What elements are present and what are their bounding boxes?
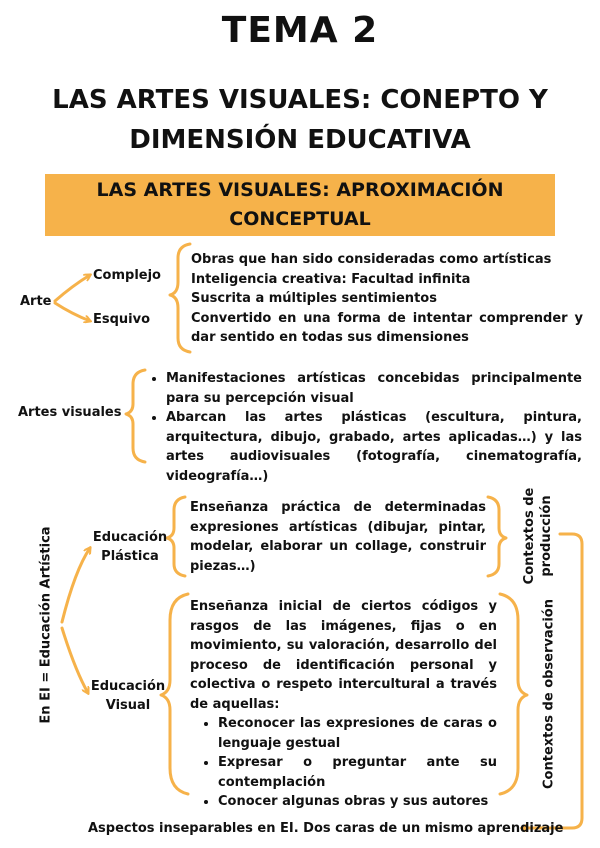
visual-description [190, 597, 497, 812]
list-item: • Manifestaciones artísticas concebidas principalmente para su percepción visual [166, 369, 582, 408]
educacion-plastica-label [90, 528, 170, 566]
contextos-produccion-label [521, 488, 555, 585]
arte-description [191, 250, 583, 348]
section-heading-line-1: LAS ARTES VISUALES: APROXIMACIÓN [96, 179, 504, 201]
topic-number: TEMA 2 [221, 10, 379, 51]
arte-line: Suscrita a múltiples sentimientos [191, 291, 437, 306]
section-heading-line-2: CONCEPTUAL [229, 208, 371, 230]
visual-brace-right [500, 594, 527, 794]
contextos-produccion-line-1: Contextos de [522, 487, 537, 585]
artes-visuales-list [148, 369, 582, 486]
list-item: • Abarcan las artes plásticas (escultura, pintura, arquitectura, dibujo, grabado, artes aplicadas…) y las artes audiovisuales (fotografía, cinematografía, videografía…) [166, 408, 582, 486]
page-title-line-1: LAS ARTES VISUALES: CONEPTO Y [52, 85, 548, 115]
esquivo-label: Esquivo [93, 312, 151, 327]
educacion-plastica-label-line-1: Educación [92, 530, 168, 545]
artes-visuales-brace [126, 370, 145, 462]
list-item: • Reconocer las expresiones de caras o lenguaje gestual [218, 714, 497, 753]
artes-visuales-label: Artes visuales [18, 405, 122, 420]
educacion-plastica-label-line-2: Plástica [101, 549, 159, 564]
contextos-observacion-label: Contextos de observación [541, 599, 557, 789]
page-title-line-2: DIMENSIÓN EDUCATIVA [129, 125, 471, 155]
list-item: • Expresar o preguntar ante su contemplación [218, 753, 497, 792]
complejo-label: Complejo [93, 268, 161, 283]
arrow-to-esquivo [55, 303, 90, 321]
arrow-to-visual [62, 628, 88, 693]
plastica-brace-right [488, 497, 506, 576]
arte-line: Inteligencia creativa: Facultad infinita [191, 271, 471, 287]
educacion-visual-label-line-2: Visual [105, 698, 151, 713]
footer-note: Aspectos inseparables en EI. Dos caras de un mismo aprendizaje [88, 821, 564, 836]
arrow-to-complejo [55, 275, 90, 301]
arrow-to-plastica [62, 548, 90, 622]
arte-line: Convertido en una forma de intentar comprender y dar sentido en todas sus dimensiones [191, 310, 583, 345]
plastica-description: Enseñanza práctica de determinadas expresiones artísticas (dibujar, pintar, modelar, elaborar un collage, construir piezas…) [190, 500, 486, 574]
list-item: • Conocer algunas obras y sus autores [218, 792, 497, 812]
arte-brace [170, 244, 190, 352]
educacion-visual-label [88, 677, 168, 715]
contextos-produccion-line-2: producción [539, 495, 554, 577]
educacion-visual-label-line-1: Educación [90, 679, 166, 694]
visual-intro: Enseñanza inicial de ciertos códigos y rasgos de las imágenes, fijas o en movimiento, su valoración, desarrollo del proceso de identificación personal y colectiva o respeto intercultural a través de aquellas: [190, 599, 497, 712]
educacion-artistica-label: En EI = Educación Artística [38, 526, 54, 724]
arte-line: Obras que han sido consideradas como artísticas [191, 252, 552, 267]
arte-label: Arte [20, 294, 52, 309]
